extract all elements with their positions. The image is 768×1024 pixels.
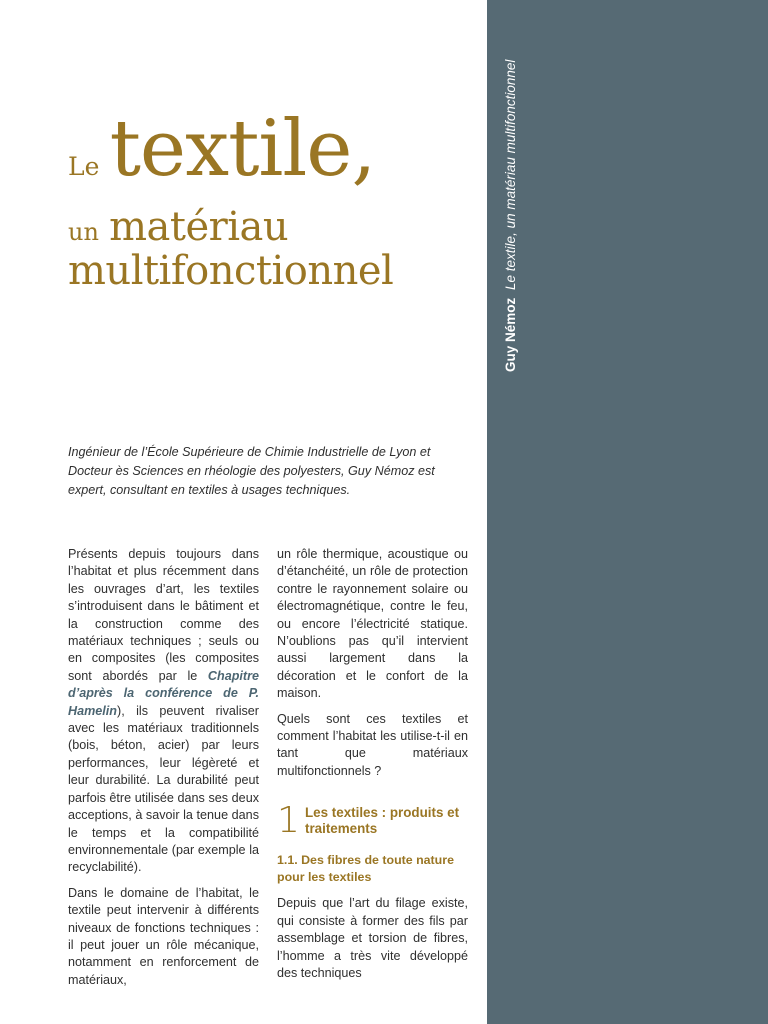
body-text: ), ils peuvent rivaliser avec les matériaux traditionnels (bois, béton, acier) par leurs performances, leur légèreté et leur durabilité. La durabilité peut parfois être utilisée dans ses deux acceptions, à savoir la tenue dans le temps et la compatibilité environnementale (par exemple la recyclabilité). xyxy=(68,703,259,875)
body-paragraph: Quels sont ces textiles et comment l’habitat les utilise-t-il en tant que matériaux multifonctionnels ? xyxy=(277,711,468,778)
title-word-materiau: matériau xyxy=(109,204,289,250)
running-header xyxy=(496,42,526,382)
body-column-right xyxy=(277,546,468,990)
section-heading xyxy=(277,800,468,842)
running-title: Le textile, un matériau multifonctionnel xyxy=(503,59,518,290)
section-title: Les textiles : produits et traitements xyxy=(305,805,460,837)
title-word-un: un xyxy=(68,218,99,246)
author-name: Guy Némoz xyxy=(503,297,518,372)
subsection-title: 1.1. Des fibres de toute nature pour les textiles xyxy=(277,853,454,885)
side-band xyxy=(487,0,768,1024)
body-column-left xyxy=(68,546,259,997)
body-paragraph xyxy=(68,546,259,877)
title-word-textile: textile, xyxy=(109,104,376,194)
author-intro: Ingénieur de l’École Supérieure de Chimie Industrielle de Lyon et Docteur ès Sciences en rhéologie des polyesters, Guy Némoz est expert, consultant en textiles à usages techniques. xyxy=(68,445,435,497)
body-paragraph: un rôle thermique, acoustique ou d’étanchéité, un rôle de protection contre le rayonnement solaire ou électromagnétique, contre le feu, ou encore l’électricité statique. N’oublions pas qu’il intervient aussi largement dans la décoration et le confort de la maison. xyxy=(277,547,468,701)
title-word-multifonctionnel: multifonctionnel xyxy=(68,248,394,294)
chapter-reference-link[interactable]: Chapitre d’après la conférence de P. Hamelin xyxy=(68,668,259,718)
body-text: Présents depuis toujours dans l’habitat et plus récemment dans les ouvrages d’art, les textiles s’introduisent dans le bâtiment et la construction comme des matériaux techniques ; seuls ou en composites (les composites sont abordés par le xyxy=(68,547,259,683)
article-title xyxy=(68,104,478,308)
body-paragraph: Dans le domaine de l’habitat, le textile peut intervenir à différents niveaux de fonctions techniques : il peut jouer un rôle mécanique, notamment en renforcement de matériaux, xyxy=(68,885,259,987)
body-paragraph: Depuis que l’art du filage existe, qui consiste à former des fils par assemblage et torsion de fibres, l’homme a très vite développé des techniques xyxy=(277,896,468,980)
title-word-le: Le xyxy=(68,152,100,181)
title-line-2 xyxy=(68,204,478,248)
running-header-text xyxy=(496,60,526,372)
title-line-1 xyxy=(68,104,478,200)
section-number: 1 xyxy=(277,800,300,842)
